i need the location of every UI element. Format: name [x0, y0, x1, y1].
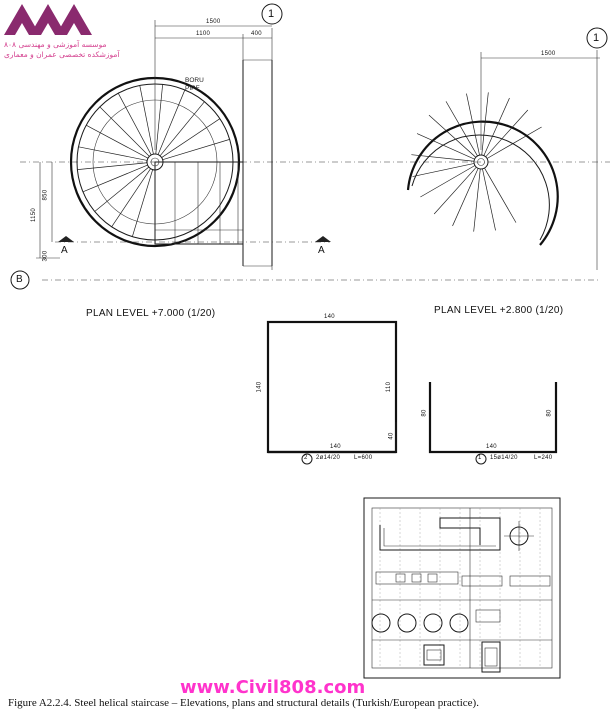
helical-stair-plan-upper: [55, 60, 331, 266]
stair-tread-line: [485, 168, 517, 223]
stair-tread-line: [474, 169, 481, 232]
stair-tread-line: [163, 139, 230, 159]
r1-length: L=240: [534, 455, 553, 461]
axis-label-1-left: 1: [268, 8, 275, 20]
stair-tread-line: [420, 166, 475, 198]
stair-tread-line: [411, 155, 474, 162]
plan-title-right: PLAN LEVEL +2.800 (1/20): [434, 305, 564, 316]
stair-tread-line: [482, 169, 495, 231]
stair-tread-line: [484, 98, 510, 156]
logo-line-2: آموزشکده تخصصی عمران و معماری: [4, 50, 120, 59]
stair-tread-line: [453, 168, 479, 226]
dim-h-lower: 300: [42, 250, 49, 262]
axis-label-1-right: 1: [593, 32, 600, 44]
r2-left-dim: 140: [256, 381, 263, 393]
stair-tread-line: [466, 94, 479, 156]
plan-title-left: PLAN LEVEL +7.000 (1/20): [86, 308, 216, 319]
section-mark-a-right: A: [318, 245, 325, 256]
stair-tread-line: [77, 163, 147, 170]
helical-stair-plan-lower: [408, 52, 600, 245]
dim-h-total: 1150: [31, 207, 38, 223]
r2-right-dim: 110: [386, 381, 393, 393]
structural-layout-plan: [364, 498, 560, 678]
section-mark-a-left: A: [61, 245, 68, 256]
svg-text:BORU: BORU: [185, 77, 204, 84]
company-logo: [4, 4, 92, 35]
dim-overall-right: 1500: [541, 51, 556, 57]
r1-spec: 15ø14/20: [490, 455, 518, 461]
dim-h-upper: 850: [42, 189, 49, 201]
logo-line-1: موسسه آموزشی و مهندسی ۸۰۸: [4, 40, 107, 49]
r2-spec: 2ø14/20: [316, 455, 341, 461]
stair-tread-line: [100, 107, 149, 156]
watermark-url: www.Civil808.com: [180, 677, 366, 698]
stair-tread-line: [160, 102, 204, 156]
r2-bottom-dim: 140: [330, 444, 341, 450]
figure-caption: Figure A2.2.4. Steel helical staircase – Elevations, plans and structural details (Turkish/European practice).: [8, 697, 479, 709]
stair-tread-line: [95, 167, 149, 211]
stair-tread-line: [482, 92, 489, 155]
stair-tread-line: [86, 125, 148, 158]
stair-tread-line: [156, 84, 163, 154]
svg-text:PIPE: PIPE: [185, 85, 200, 92]
rebar-detail-1: [430, 382, 556, 464]
r2-top-dim: 140: [324, 314, 335, 320]
stair-tread-line: [434, 167, 476, 214]
dim-inner-left: 1100: [196, 31, 211, 37]
r2-hook-dim: 40: [388, 432, 395, 440]
r2-length: L=600: [354, 455, 373, 461]
dim-end-left: 400: [251, 31, 262, 37]
stair-tread-line: [78, 147, 147, 161]
r1-left-dim: 80: [421, 409, 428, 417]
rebar-detail-2: [268, 322, 396, 464]
stair-tread-line: [140, 85, 154, 154]
stair-tread-line: [132, 170, 152, 237]
r2-mark: 2: [304, 455, 308, 461]
r1-right-dim: 80: [546, 409, 553, 417]
axis-label-b: B: [16, 274, 23, 285]
dim-overall-left: 1500: [206, 19, 221, 25]
stair-tread-line: [118, 93, 151, 155]
r1-bottom-dim: 140: [486, 444, 497, 450]
r1-mark: 1: [478, 455, 482, 461]
